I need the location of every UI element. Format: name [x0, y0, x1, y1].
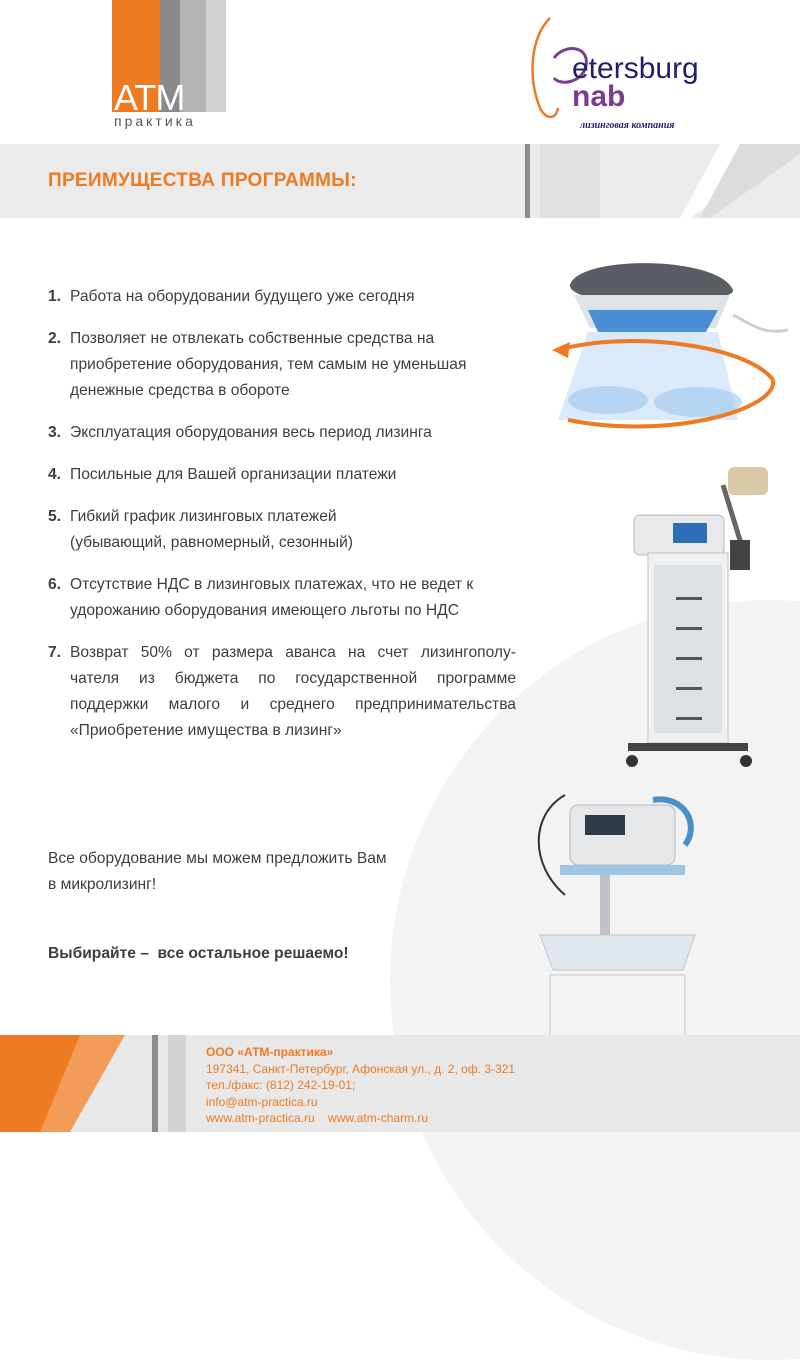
footer-contacts: [206, 1044, 515, 1127]
footer-site-link[interactable]: www.atm-charm.ru: [328, 1111, 429, 1125]
footer-site-link[interactable]: www.atm-practica.ru: [206, 1111, 315, 1125]
benefit-item: [48, 420, 516, 446]
benefit-item: [48, 640, 516, 744]
benefit-text-line: «Приобретение имущества в лизинг»: [70, 722, 342, 739]
atm-logo-subtitle: практика: [114, 113, 196, 129]
benefit-text-line: денежные средства в обороте: [70, 382, 290, 399]
benefit-text-line: удорожанию оборудования имеющего льготы по НДС: [70, 602, 459, 619]
slogan: Выбирайте – все остальное решаемо!: [48, 945, 349, 962]
benefit-number: 3.: [48, 424, 62, 441]
closing-line: Все оборудование мы можем предложить Вам: [48, 850, 387, 867]
footer-orange-graphic: [0, 1035, 130, 1132]
benefit-text-line: приобретение оборудования, тем самым не уменьшая: [70, 356, 467, 373]
benefit-item: [48, 504, 516, 556]
benefit-text-line: (убывающий, равномерный, сезонный): [70, 534, 353, 551]
logo-line2: nab: [572, 80, 626, 113]
cabinet-device-image: [618, 455, 793, 775]
title-band: [0, 144, 800, 218]
benefit-text-line: Эксплуатация оборудования весь период лизинга: [70, 424, 432, 441]
petersburg-snab-logo: [520, 8, 760, 133]
benefit-text-line: Гибкий график лизинговых платежей: [70, 508, 337, 525]
logo-swoosh-icon: [533, 18, 558, 117]
benefit-number: 6.: [48, 576, 62, 593]
benefit-item: [48, 284, 516, 310]
logo-tagline: лизинговая компания: [580, 120, 675, 131]
benefit-number: 1.: [48, 288, 62, 305]
benefit-number: 2.: [48, 330, 62, 347]
benefit-item: [48, 326, 516, 404]
band-bar: [540, 144, 600, 218]
closing-text: [48, 846, 468, 898]
footer-company: ООО «АТМ-практика»: [206, 1045, 334, 1059]
benefit-item: [48, 572, 516, 624]
atm-praktika-logo: [112, 0, 232, 130]
logo-line1: etersburg: [572, 52, 699, 85]
band-stripe: [680, 144, 800, 218]
benefit-text-line: Работа на оборудовании будущего уже сегодня: [70, 288, 415, 305]
benefits-list: [48, 284, 516, 744]
closing-line: в микролизинг!: [48, 876, 157, 893]
handheld-device-image: [548, 250, 788, 440]
page-title: ПРЕИМУЩЕСТВА ПРОГРАММЫ:: [48, 170, 357, 191]
benefit-item: [48, 462, 516, 488]
benefit-text-line: Посильные для Вашей организации платежи: [70, 466, 397, 483]
benefit-text-line: чателя из бюджета по государственной программе: [70, 670, 516, 687]
benefit-text-line: Отсутствие НДС в лизинговых платежах, что не ведет к: [70, 576, 474, 593]
footer-bar: [168, 1035, 186, 1132]
benefit-number: 7.: [48, 644, 62, 661]
benefit-number: 5.: [48, 508, 62, 525]
benefit-text-line: Возврат 50% от размера аванса на счет лизингополу-: [70, 644, 516, 661]
benefit-text-line: Позволяет не отвлекать собственные средства на: [70, 330, 435, 347]
benefit-number: 4.: [48, 466, 62, 483]
benefit-text-line: поддержки малого и среднего предпринимательства: [70, 696, 516, 713]
footer-bar: [152, 1035, 158, 1132]
band-bar: [525, 144, 530, 218]
footer-phone: тел./факс: (812) 242-19-01;: [206, 1078, 356, 1092]
footer-email[interactable]: info@atm-practica.ru: [206, 1094, 318, 1109]
footer-address: 197341, Санкт-Петербург, Афонская ул., д. 2, оф. 3-321: [206, 1061, 516, 1076]
atm-logo-mark: ATM: [114, 77, 185, 118]
